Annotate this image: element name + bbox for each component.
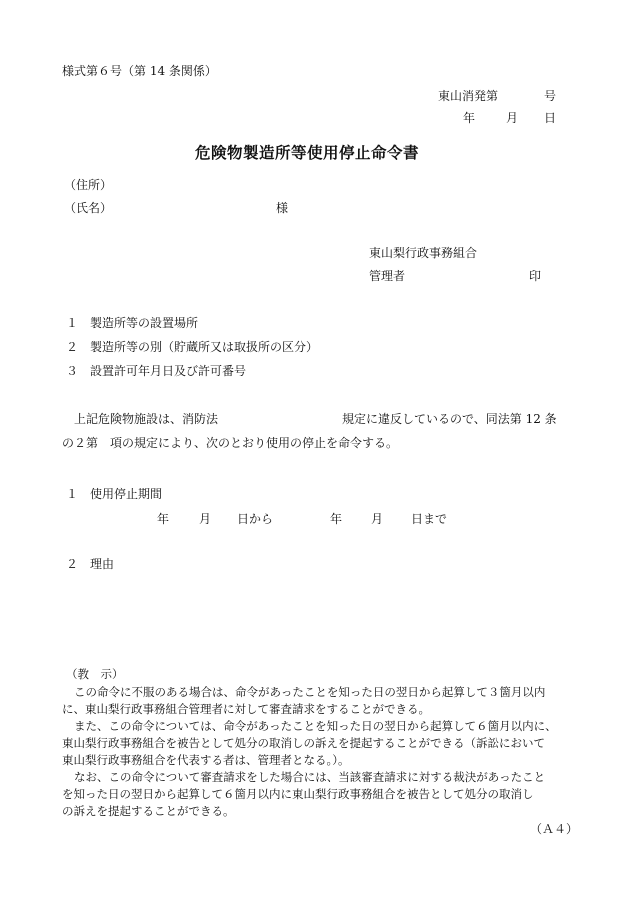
instruction-line: を知った日の翌日から起算して６箇月以内に東山梨行政事務組合を被告として処分の取消し	[62, 787, 534, 801]
instruction-line: の訴えを提起することができる。	[62, 804, 235, 818]
item-label: 製造所等の別（貯蔵所又は取扱所の区分）	[90, 340, 319, 354]
instruction-heading: （教 示）	[66, 667, 124, 681]
issuer-title: 管理者	[369, 269, 406, 283]
doc-number-suffix: 号	[544, 89, 557, 103]
page-title: 危険物製造所等使用停止命令書	[195, 143, 420, 162]
item-label: 設置許可年月日及び許可番号	[90, 364, 247, 378]
period-year-to: 年	[330, 512, 343, 526]
reason-number: ２	[66, 557, 79, 571]
date-day: 日	[544, 111, 557, 125]
instruction-line: この命令に不服のある場合は、命令があったことを知った日の翌日から起算して３箇月以内	[74, 685, 546, 699]
date-year: 年	[463, 111, 476, 125]
period-day-to: 日まで	[411, 512, 448, 526]
reason-label: 理由	[90, 557, 115, 571]
instruction-line: 東山梨行政事務組合を被告として処分の取消しの訴えを提起することができる（訴訟において	[62, 736, 545, 750]
period-month-to: 月	[371, 512, 384, 526]
item-number: ２	[66, 340, 79, 354]
form-number: 様式第６号（第 14 条関係）	[62, 64, 217, 78]
date-month: 月	[506, 111, 519, 125]
instruction-line: また、この命令については、命令があったことを知った日の翌日から起算して６箇月以内に、	[74, 719, 557, 733]
issuer-organization: 東山梨行政事務組合	[369, 246, 478, 260]
paper-size-label: （Ａ４）	[530, 822, 579, 836]
seal-mark: 印	[529, 269, 542, 283]
period-number: １	[66, 487, 79, 501]
instruction-line: なお、この命令について審査請求をした場合には、当該審査請求に対する裁決があったこと	[74, 770, 546, 784]
body-line-1b: 規定に違反しているので、同法第 12 条	[342, 412, 557, 426]
doc-number-prefix: 東山消発第	[438, 89, 499, 103]
honorific: 様	[276, 201, 289, 215]
name-label: （氏名）	[64, 201, 113, 215]
item-number: １	[66, 316, 79, 330]
address-label: （住所）	[64, 178, 113, 192]
period-year-from: 年	[157, 512, 170, 526]
body-line-1a: 上記危険物施設は、消防法	[74, 412, 219, 426]
period-label: 使用停止期間	[90, 487, 163, 501]
instruction-line: 東山梨行政事務組合を代表する者は、管理者となる。）。	[62, 753, 350, 767]
period-month-from: 月	[199, 512, 212, 526]
item-label: 製造所等の設置場所	[90, 316, 199, 330]
period-day-from: 日から	[237, 512, 274, 526]
body-line-2: の２第 項の規定により、次のとおり使用の停止を命令する。	[62, 436, 399, 450]
item-number: ３	[66, 364, 79, 378]
instruction-line: に、東山梨行政事務組合管理者に対して審査請求をすることができる。	[62, 702, 430, 716]
